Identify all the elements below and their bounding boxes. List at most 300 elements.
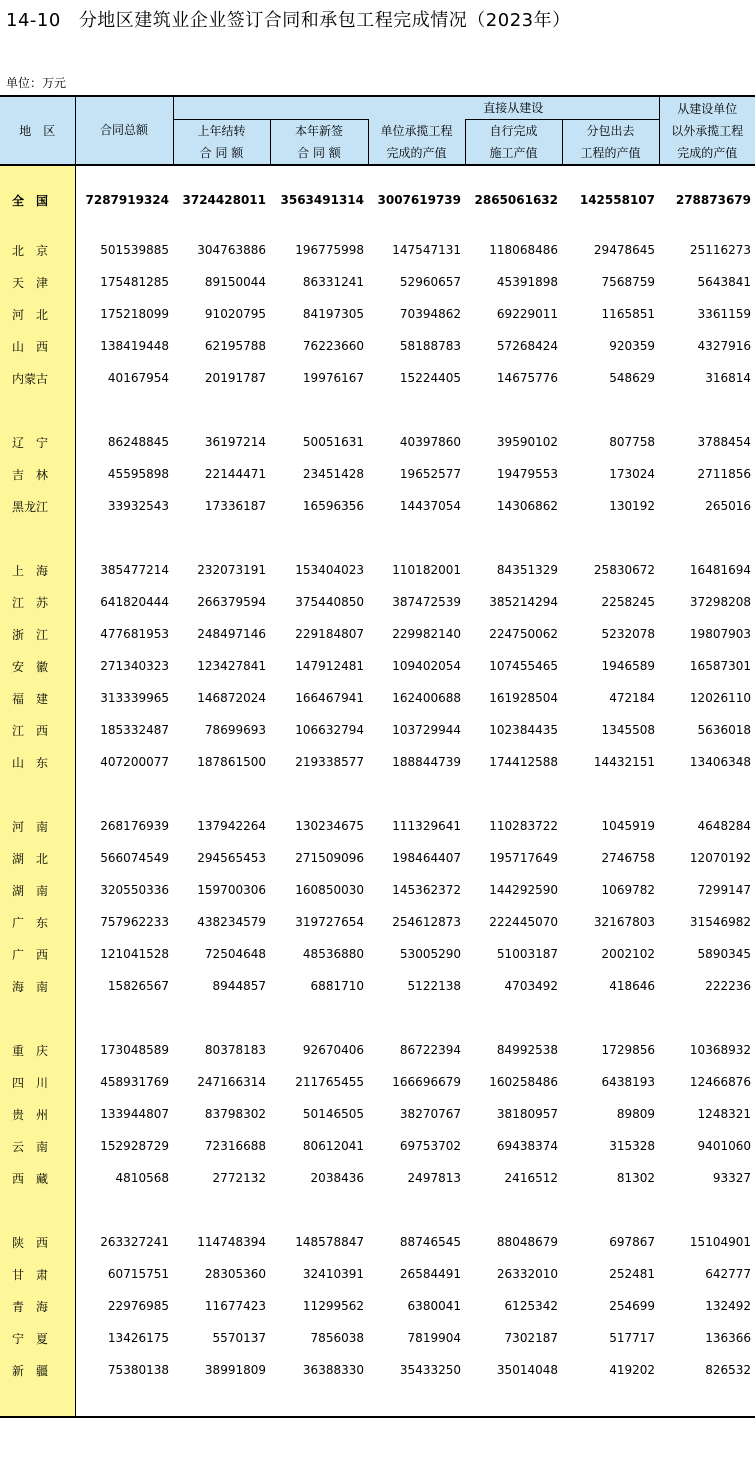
value-cell: 111329641 — [392, 819, 461, 833]
value-cell: 313339965 — [100, 691, 169, 705]
spacer-cell — [173, 216, 270, 234]
spacer-cell — [173, 1194, 270, 1226]
value-cell: 175481285 — [100, 275, 169, 289]
value-cell: 38991809 — [204, 1363, 266, 1377]
header-this-year-line1: 本年新签 — [294, 124, 343, 138]
value-cell: 38180957 — [496, 1107, 558, 1121]
value-cell: 304763886 — [197, 243, 266, 257]
value-cell: 2416512 — [504, 1171, 558, 1185]
region-cell: 湖 北 — [0, 842, 75, 874]
value-cell: 25116273 — [689, 243, 751, 257]
value-cell: 148578847 — [295, 1235, 364, 1249]
table-row — [0, 1162, 755, 1194]
value-cell: 23451428 — [302, 467, 364, 481]
value-cell: 548629 — [609, 371, 655, 385]
region-cell: 天 津 — [0, 266, 75, 298]
spacer-cell — [173, 394, 270, 426]
value-cell: 50051631 — [302, 435, 364, 449]
table-row — [0, 746, 755, 778]
spacer-cell — [465, 1386, 562, 1417]
value-cell: 5232078 — [601, 627, 655, 641]
value-cell: 320550336 — [100, 883, 169, 897]
region-cell: 四 川 — [0, 1066, 75, 1098]
header-direct-line1: 单位承揽工程 — [380, 123, 453, 138]
spacer-cell — [659, 165, 755, 184]
spacer-cell — [75, 216, 173, 234]
spacer-cell — [368, 522, 465, 554]
value-cell: 39590102 — [496, 435, 558, 449]
value-cell: 173048589 — [100, 1043, 169, 1057]
value-cell: 137942264 — [197, 819, 266, 833]
value-cell: 438234579 — [197, 915, 266, 929]
page-title — [6, 6, 571, 32]
value-cell: 6438193 — [601, 1075, 655, 1089]
value-cell: 19479553 — [496, 467, 558, 481]
table-row — [0, 938, 755, 970]
region-cell: 青 海 — [0, 1290, 75, 1322]
value-cell: 387472539 — [392, 595, 461, 609]
region-spacer-cell — [0, 216, 75, 234]
spacer-cell — [465, 165, 562, 184]
value-cell: 109402054 — [392, 659, 461, 673]
header-other — [659, 96, 755, 165]
header-row-1 — [0, 96, 755, 120]
value-cell: 166696679 — [392, 1075, 461, 1089]
table-row — [0, 874, 755, 906]
value-cell: 920359 — [609, 339, 655, 353]
value-cell: 9401060 — [697, 1139, 751, 1153]
region-cell: 江 西 — [0, 714, 75, 746]
value-cell: 1345508 — [601, 723, 655, 737]
value-cell: 69229011 — [496, 307, 558, 321]
region-cell: 上 海 — [0, 554, 75, 586]
table-row — [0, 810, 755, 842]
value-cell: 91020795 — [204, 307, 266, 321]
header-direct-line2: 完成的产值 — [386, 145, 447, 160]
value-cell: 32167803 — [593, 915, 655, 929]
value-cell: 72316688 — [204, 1139, 266, 1153]
region-cell: 全 国 — [0, 184, 75, 216]
spacer-cell — [270, 1002, 368, 1034]
header-direct — [368, 120, 465, 166]
spacer-cell — [173, 165, 270, 184]
spacer-cell — [659, 522, 755, 554]
spacer-cell — [270, 165, 368, 184]
region-cell: 北 京 — [0, 234, 75, 266]
value-cell: 12026110 — [689, 691, 751, 705]
value-cell: 110283722 — [489, 819, 558, 833]
header-this-year — [270, 120, 368, 166]
spacer-cell — [75, 394, 173, 426]
spacer-cell — [75, 1194, 173, 1226]
spacer-cell — [465, 1002, 562, 1034]
spacer-cell — [465, 522, 562, 554]
value-cell: 265016 — [705, 499, 751, 513]
table-row — [0, 1098, 755, 1130]
value-cell: 2002102 — [601, 947, 655, 961]
spacer-row — [0, 1002, 755, 1034]
value-cell: 92670406 — [302, 1043, 364, 1057]
spacer-cell — [270, 394, 368, 426]
value-cell: 185332487 — [100, 723, 169, 737]
value-cell: 162400688 — [392, 691, 461, 705]
region-cell: 陕 西 — [0, 1226, 75, 1258]
value-cell: 15826567 — [107, 979, 169, 993]
value-cell: 294565453 — [197, 851, 266, 865]
value-cell: 268176939 — [100, 819, 169, 833]
value-cell: 26584491 — [399, 1267, 461, 1281]
value-cell: 19652577 — [399, 467, 461, 481]
spacer-cell — [368, 165, 465, 184]
value-cell: 222445070 — [489, 915, 558, 929]
value-cell: 1248321 — [697, 1107, 751, 1121]
spacer-cell — [270, 522, 368, 554]
value-cell: 45595898 — [107, 467, 169, 481]
table-row — [0, 298, 755, 330]
value-cell: 52960657 — [399, 275, 461, 289]
table-row — [0, 1034, 755, 1066]
value-cell: 17336187 — [204, 499, 266, 513]
value-cell: 7299147 — [697, 883, 751, 897]
value-cell: 1946589 — [601, 659, 655, 673]
value-cell: 72504648 — [204, 947, 266, 961]
value-cell: 7302187 — [504, 1331, 558, 1345]
spacer-cell — [173, 1002, 270, 1034]
table-row — [0, 714, 755, 746]
header-self — [465, 120, 562, 166]
header-sub-line1: 分包出去 — [586, 124, 635, 138]
region-cell: 山 西 — [0, 330, 75, 362]
table-row — [0, 970, 755, 1002]
value-cell: 2746758 — [601, 851, 655, 865]
value-cell: 78699693 — [204, 723, 266, 737]
header-prev-year-line1: 上年结转 — [197, 124, 246, 138]
table-row — [0, 426, 755, 458]
value-cell: 50146505 — [302, 1107, 364, 1121]
table-row — [0, 234, 755, 266]
value-cell: 1045919 — [601, 819, 655, 833]
region-cell: 黑龙江 — [0, 490, 75, 522]
spacer-cell — [659, 778, 755, 810]
value-cell: 385214294 — [489, 595, 558, 609]
value-cell: 266379594 — [197, 595, 266, 609]
value-cell: 36197214 — [204, 435, 266, 449]
header-blank-1 — [173, 96, 270, 120]
spacer-cell — [173, 522, 270, 554]
value-cell: 45391898 — [496, 275, 558, 289]
spacer-cell — [562, 216, 659, 234]
value-cell: 4703492 — [504, 979, 558, 993]
value-cell: 40167954 — [107, 371, 169, 385]
value-cell: 826532 — [705, 1363, 751, 1377]
value-cell: 86248845 — [107, 435, 169, 449]
table-row — [0, 618, 755, 650]
value-cell: 3724428011 — [182, 193, 266, 207]
value-cell: 133944807 — [100, 1107, 169, 1121]
value-cell: 807758 — [609, 435, 655, 449]
value-cell: 232073191 — [197, 563, 266, 577]
header-blank-2 — [270, 96, 368, 120]
region-cell: 宁 夏 — [0, 1322, 75, 1354]
value-cell: 4327916 — [697, 339, 751, 353]
spacer-row — [0, 522, 755, 554]
value-cell: 152928729 — [100, 1139, 169, 1153]
value-cell: 25830672 — [593, 563, 655, 577]
header-other-line2: 以外承揽工程 — [671, 123, 744, 138]
value-cell: 458931769 — [100, 1075, 169, 1089]
spacer-cell — [270, 778, 368, 810]
region-cell: 吉 林 — [0, 458, 75, 490]
spacer-cell — [659, 1002, 755, 1034]
table-row — [0, 1322, 755, 1354]
value-cell: 76223660 — [302, 339, 364, 353]
value-cell: 102384435 — [489, 723, 558, 737]
table-row — [0, 650, 755, 682]
value-cell: 271340323 — [100, 659, 169, 673]
header-direct-group — [368, 96, 659, 120]
region-spacer-cell — [0, 1194, 75, 1226]
value-cell: 375440850 — [295, 595, 364, 609]
header-self-line2: 施工产值 — [489, 146, 538, 160]
table-row — [0, 1290, 755, 1322]
value-cell: 69438374 — [496, 1139, 558, 1153]
table-number: 14-10 — [6, 10, 61, 31]
spacer-row — [0, 216, 755, 234]
header-other-line3: 完成的产值 — [677, 145, 738, 160]
value-cell: 2038436 — [310, 1171, 364, 1185]
value-cell: 3563491314 — [280, 193, 364, 207]
value-cell: 419202 — [609, 1363, 655, 1377]
value-cell: 26332010 — [496, 1267, 558, 1281]
header-direct-group-label: 直接从建设 — [483, 101, 544, 115]
value-cell: 29478645 — [593, 243, 655, 257]
value-cell: 196775998 — [295, 243, 364, 257]
value-cell: 19807903 — [689, 627, 751, 641]
value-cell: 58188783 — [399, 339, 461, 353]
spacer-cell — [173, 778, 270, 810]
spacer-cell — [368, 1386, 465, 1417]
spacer-cell — [75, 522, 173, 554]
value-cell: 89809 — [616, 1107, 655, 1121]
region-cell: 贵 州 — [0, 1098, 75, 1130]
value-cell: 35433250 — [399, 1363, 461, 1377]
value-cell: 40397860 — [399, 435, 461, 449]
value-cell: 13426175 — [107, 1331, 169, 1345]
region-spacer-cell — [0, 1386, 75, 1417]
value-cell: 153404023 — [295, 563, 364, 577]
value-cell: 5890345 — [697, 947, 751, 961]
value-cell: 22976985 — [107, 1299, 169, 1313]
value-cell: 132492 — [705, 1299, 751, 1313]
value-cell: 37298208 — [689, 595, 751, 609]
value-cell: 254612873 — [392, 915, 461, 929]
spacer-cell — [75, 778, 173, 810]
spacer-row — [0, 394, 755, 426]
value-cell: 7819904 — [407, 1331, 461, 1345]
value-cell: 247166314 — [197, 1075, 266, 1089]
value-cell: 229982140 — [392, 627, 461, 641]
value-cell: 271509096 — [295, 851, 364, 865]
region-cell: 广 东 — [0, 906, 75, 938]
region-cell: 浙 江 — [0, 618, 75, 650]
region-cell: 山 东 — [0, 746, 75, 778]
spacer-row — [0, 778, 755, 810]
value-cell: 130192 — [609, 499, 655, 513]
region-cell: 河 南 — [0, 810, 75, 842]
spacer-cell — [659, 216, 755, 234]
value-cell: 70394862 — [399, 307, 461, 321]
value-cell: 28305360 — [204, 1267, 266, 1281]
table-row — [0, 330, 755, 362]
value-cell: 187861500 — [197, 755, 266, 769]
region-spacer-cell — [0, 778, 75, 810]
value-cell: 3007619739 — [377, 193, 461, 207]
header-this-year-line2: 合 同 额 — [297, 146, 341, 160]
value-cell: 517717 — [609, 1331, 655, 1345]
header-other-line1: 从建设单位 — [677, 101, 738, 116]
value-cell: 107455465 — [489, 659, 558, 673]
value-cell: 188844739 — [392, 755, 461, 769]
value-cell: 60715751 — [107, 1267, 169, 1281]
spacer-row — [0, 1194, 755, 1226]
spacer-cell — [562, 1002, 659, 1034]
value-cell: 84992538 — [496, 1043, 558, 1057]
value-cell: 130234675 — [295, 819, 364, 833]
value-cell: 2772132 — [212, 1171, 266, 1185]
value-cell: 89150044 — [204, 275, 266, 289]
region-spacer-cell — [0, 1002, 75, 1034]
table-row — [0, 362, 755, 394]
header-total — [75, 96, 173, 165]
unit-label: 单位：万元 — [6, 76, 67, 90]
value-cell: 20191787 — [204, 371, 266, 385]
value-cell: 144292590 — [489, 883, 558, 897]
value-cell: 5122138 — [407, 979, 461, 993]
table-row — [0, 842, 755, 874]
table-row — [0, 1258, 755, 1290]
spacer-cell — [368, 778, 465, 810]
spacer-cell — [562, 394, 659, 426]
value-cell: 757962233 — [100, 915, 169, 929]
value-cell: 22144471 — [204, 467, 266, 481]
value-cell: 138419448 — [100, 339, 169, 353]
table-row — [0, 586, 755, 618]
value-cell: 11299562 — [302, 1299, 364, 1313]
value-cell: 316814 — [705, 371, 751, 385]
value-cell: 19976167 — [302, 371, 364, 385]
spacer-cell — [562, 1386, 659, 1417]
region-cell: 辽 宁 — [0, 426, 75, 458]
value-cell: 1729856 — [601, 1043, 655, 1057]
spacer-cell — [562, 165, 659, 184]
region-cell: 甘 肃 — [0, 1258, 75, 1290]
value-cell: 3788454 — [697, 435, 751, 449]
value-cell: 160258486 — [489, 1075, 558, 1089]
value-cell: 15104901 — [689, 1235, 751, 1249]
spacer-cell — [75, 1386, 173, 1417]
region-cell: 福 建 — [0, 682, 75, 714]
value-cell: 248497146 — [197, 627, 266, 641]
value-cell: 36388330 — [302, 1363, 364, 1377]
value-cell: 4648284 — [697, 819, 751, 833]
value-cell: 7568759 — [601, 275, 655, 289]
value-cell: 195717649 — [489, 851, 558, 865]
value-cell: 7856038 — [310, 1331, 364, 1345]
value-cell: 31546982 — [689, 915, 751, 929]
value-cell: 14675776 — [496, 371, 558, 385]
value-cell: 14437054 — [399, 499, 461, 513]
value-cell: 477681953 — [100, 627, 169, 641]
spacer-cell — [368, 1002, 465, 1034]
value-cell: 161928504 — [489, 691, 558, 705]
value-cell: 32410391 — [302, 1267, 364, 1281]
value-cell: 173024 — [609, 467, 655, 481]
region-cell: 安 徽 — [0, 650, 75, 682]
value-cell: 418646 — [609, 979, 655, 993]
spacer-cell — [270, 1386, 368, 1417]
spacer-cell — [368, 394, 465, 426]
value-cell: 84197305 — [302, 307, 364, 321]
value-cell: 7287919324 — [85, 193, 169, 207]
table-row — [0, 906, 755, 938]
spacer-cell — [562, 522, 659, 554]
value-cell: 642777 — [705, 1267, 751, 1281]
header-prev-year-line2: 合 同 额 — [199, 146, 244, 160]
data-table-wrapper — [0, 95, 755, 1418]
data-table — [0, 95, 755, 1418]
value-cell: 6380041 — [407, 1299, 461, 1313]
header-sub-line2: 工程的产值 — [580, 146, 641, 160]
value-cell: 319727654 — [295, 915, 364, 929]
header-sub — [562, 120, 659, 166]
value-cell: 160850030 — [295, 883, 364, 897]
region-cell: 内蒙古 — [0, 362, 75, 394]
spacer-cell — [368, 216, 465, 234]
value-cell: 146872024 — [197, 691, 266, 705]
value-cell: 14306862 — [496, 499, 558, 513]
value-cell: 254699 — [609, 1299, 655, 1313]
region-cell: 湖 南 — [0, 874, 75, 906]
value-cell: 88746545 — [399, 1235, 461, 1249]
region-cell: 江 苏 — [0, 586, 75, 618]
header-total-label: 合同总额 — [99, 123, 148, 137]
spacer-cell — [270, 1194, 368, 1226]
value-cell: 501539885 — [100, 243, 169, 257]
value-cell: 69753702 — [399, 1139, 461, 1153]
header-prev-year — [173, 120, 270, 166]
region-cell: 新 疆 — [0, 1354, 75, 1386]
value-cell: 166467941 — [295, 691, 364, 705]
spacer-cell — [465, 778, 562, 810]
value-cell: 8944857 — [212, 979, 266, 993]
value-cell: 147547131 — [392, 243, 461, 257]
table-row — [0, 1130, 755, 1162]
value-cell: 278873679 — [675, 193, 751, 207]
table-row — [0, 490, 755, 522]
value-cell: 75380138 — [107, 1363, 169, 1377]
value-cell: 16587301 — [689, 659, 751, 673]
value-cell: 315328 — [609, 1139, 655, 1153]
region-cell: 云 南 — [0, 1130, 75, 1162]
value-cell: 2865061632 — [474, 193, 558, 207]
value-cell: 263327241 — [100, 1235, 169, 1249]
spacer-cell — [173, 1386, 270, 1417]
value-cell: 33932543 — [107, 499, 169, 513]
table-row — [0, 554, 755, 586]
value-cell: 10368932 — [689, 1043, 751, 1057]
value-cell: 407200077 — [100, 755, 169, 769]
value-cell: 88048679 — [496, 1235, 558, 1249]
